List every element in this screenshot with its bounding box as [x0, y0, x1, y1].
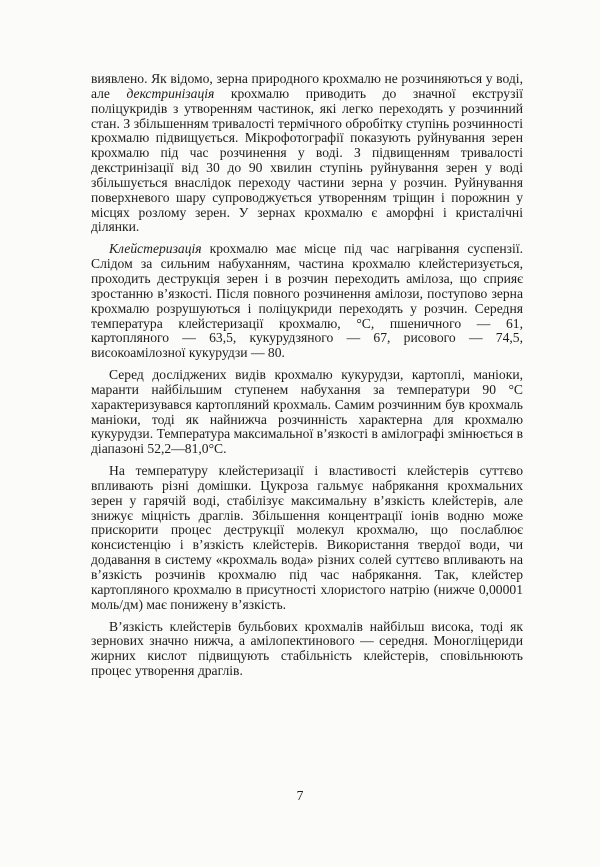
paragraph-text: Серед досліджених видів крохмалю кукурудзи, картоплі, маніоки, маранти найбільшим ступенем набухання за температури 90 °С характеризувався картопляний крохмаль. Самим розчинним був крохмаль маніоки, тоді як найнижча розчинність характерна для крохмалю кукурудзи. Температура максимальної в’язкості в амілографі змінюється в діапазоні 52,2—81,0°С. — [91, 367, 523, 457]
term-dextrinization: декстринізація — [126, 85, 215, 101]
body-text — [91, 72, 523, 686]
paragraph-text: На температуру клейстеризації і властивості клейстерів суттєво впливають різні домішки. Цукроза гальмує набрякання крохмальних зерен у гарячій воді, стабілізує максимальну в’язкість клейстерів, але знижує міцність драглів. Збільшення концентрації іонів водню може прискорити процес деструкції молекул крохмалю, що послаблює консистенцію і в’язкість клейстерів. Використання твердої води, чи додавання в систему «крохмаль вода» різних солей суттєво впливають на в’язкість розчинів крохмалю під час набрякання. Так, клейстер картопляного крохмалю в присутності хлористого натрію (нижче 0,00001 моль/дм) має понижену в’язкість. — [91, 463, 523, 612]
paragraph-gelatinization — [91, 242, 523, 361]
paragraph-dextrinization — [91, 72, 523, 235]
page-number: 7 — [296, 788, 304, 803]
paragraph-viscosity — [91, 620, 523, 679]
paragraph-text: виявлено. Як відомо, зерна природного крохмалю не розчиняються у воді, але — [91, 71, 523, 101]
paragraph-text: крохмалю приводить до значної екструзії поліцукридів з утворенням частинок, які легко переходять у розчинний стан. З збільшенням тривалості термічного обробітку ступінь розчинності крохмалю підвищується. Мікрофотографії показують руйнування зерен крохмалю під час розчинення у воді. З підвищенням тривалості декстринізації від 30 до 90 хвилин ступінь руйнування зерен у воді збільшується внаслідок переходу частини зерна у розчин. Руйнування поверхневого шару супроводжується утворенням тріщин і порожнин у місцях розлому зерен. У зернах крохмалю є аморфні і кристалічні ділянки. — [91, 85, 523, 235]
paragraph-starch-types — [91, 368, 523, 457]
paragraph-text: крохмалю має місце під час нагрівання суспензії. Слідом за сильним набуханням, частина крохмалю клейстеризується, проходить деструкція зерен і в розчин переходить амілоза, що сприяє зростанню в’язкості. Після повного розчинення амілози, поступово зерна крохмалю розрушуються і поліцукриди переходять у розчин. Середня температура клейстеризації крохмалю, °С, пшеничного — 61, картопляного — 63,5, кукурудзяного — 67, рисового — 74,5, високоамілозної кукурудзи — 80. — [91, 241, 523, 361]
term-gelatinization: Клейстеризація — [109, 241, 202, 257]
paragraph-text: В’язкість клейстерів бульбових крохмалів найбільш висока, тоді як зернових значно нижча, а амілопектинового — середня. Моногліцериди жирних кислот підвищують стабільність клейстерів, сповільнюють процес утворення драглів. — [91, 618, 523, 679]
paragraph-additives — [91, 464, 523, 612]
